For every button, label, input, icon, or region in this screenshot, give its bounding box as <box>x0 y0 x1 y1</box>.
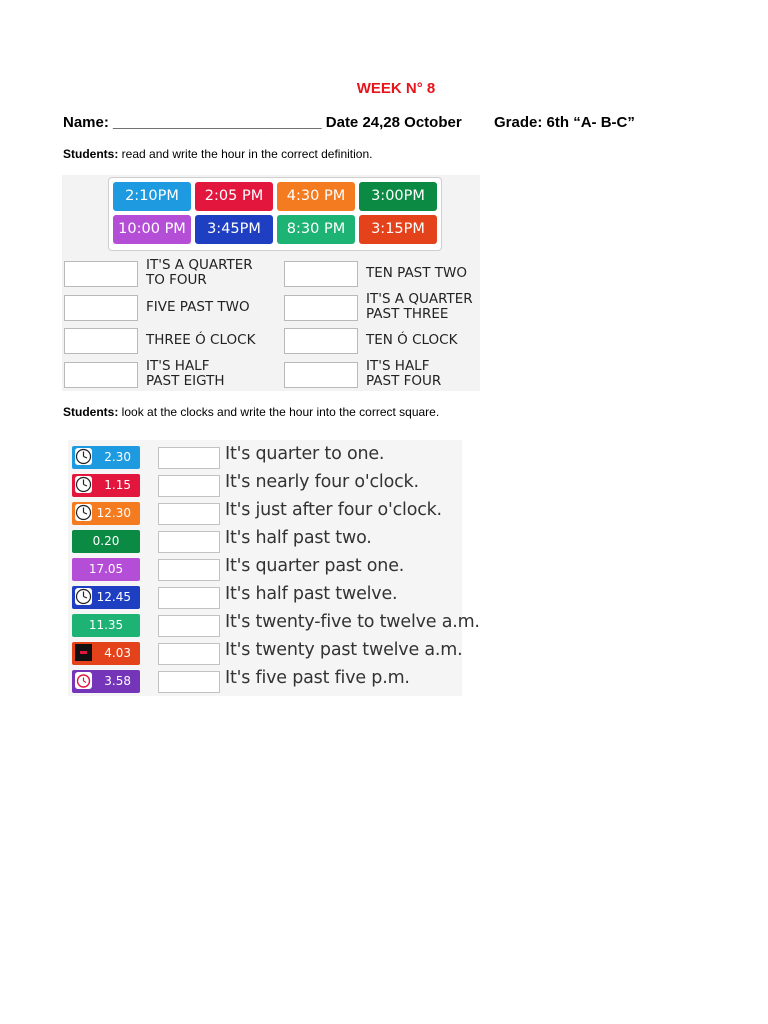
instruction-clocks <box>63 405 439 419</box>
answer-box[interactable] <box>158 531 220 553</box>
answer-box[interactable] <box>64 295 138 321</box>
definition-text: IT'S HALF PAST FOUR <box>366 358 442 389</box>
worksheet-header <box>63 114 703 131</box>
time-option-tile: 3:00PM <box>359 182 437 211</box>
answer-box[interactable] <box>158 615 220 637</box>
clock-time-value: 11.35 <box>88 618 124 632</box>
time-option-tile: 4:30 PM <box>277 182 355 211</box>
answer-box[interactable] <box>158 671 220 693</box>
worksheet-title: WEEK N° 8 <box>356 80 436 97</box>
clock-time-value: 4.03 <box>104 646 131 660</box>
answer-box[interactable] <box>158 475 220 497</box>
instruction-bold: Students: <box>63 147 119 161</box>
clock-sentence: It's five past five p.m. <box>225 668 410 688</box>
answer-box[interactable] <box>64 261 138 287</box>
answer-box[interactable] <box>64 328 138 354</box>
definition-text: IT'S HALF PAST EIGTH <box>146 358 225 389</box>
clock-time-button <box>72 586 140 609</box>
date-label: Date 24,28 October <box>325 114 462 131</box>
definition-text: FIVE PAST TWO <box>146 299 250 315</box>
clock-time-button <box>72 446 140 469</box>
definition-text: TEN Ó CLOCK <box>366 332 458 348</box>
clock-time-value: 3.58 <box>104 674 131 688</box>
definition-text: THREE Ó CLOCK <box>146 332 256 348</box>
clock-sentence: It's quarter past one. <box>225 556 405 576</box>
definition-text: TEN PAST TWO <box>366 265 468 281</box>
clock-time-value: 12.30 <box>96 506 131 520</box>
time-option-tile: 2:05 PM <box>195 182 273 211</box>
answer-box[interactable] <box>284 261 358 287</box>
name-blank: _________________________ <box>113 114 322 131</box>
answer-box[interactable] <box>64 362 138 388</box>
clocks-section <box>68 440 480 696</box>
time-options-grid <box>108 177 442 251</box>
clock-sentence: It's just after four o'clock. <box>225 500 442 520</box>
clock-time-button <box>72 670 140 693</box>
digital-clock-icon <box>75 644 92 661</box>
clock-sentence: It's twenty past twelve a.m. <box>225 640 463 660</box>
clock-sentence: It's quarter to one. <box>225 444 385 464</box>
definitions-section <box>62 175 480 391</box>
grade-label: Grade: 6th “A- B-C” <box>494 114 635 131</box>
instruction-text: look at the clocks and write the hour into the correct square. <box>118 405 440 419</box>
instruction-text: read and write the hour in the correct definition. <box>118 147 373 161</box>
name-label: Name: <box>63 114 109 131</box>
answer-box[interactable] <box>284 295 358 321</box>
instruction-bold: Students: <box>63 405 119 419</box>
alarm-clock-icon <box>75 672 92 689</box>
clock-sentence: It's twenty-five to twelve a.m. <box>225 612 480 632</box>
clock-icon <box>75 448 92 465</box>
clock-sentence: It's half past twelve. <box>225 584 398 604</box>
clock-time-value: 0.20 <box>92 534 120 548</box>
time-option-tile: 2:10PM <box>113 182 191 211</box>
answer-box[interactable] <box>158 643 220 665</box>
clock-sentence: It's half past two. <box>225 528 372 548</box>
clock-time-button <box>72 614 140 637</box>
clock-time-button <box>72 558 140 581</box>
answer-box[interactable] <box>284 328 358 354</box>
clock-icon <box>75 504 92 521</box>
clock-time-button <box>72 642 140 665</box>
clock-sentence: It's nearly four o'clock. <box>225 472 419 492</box>
answer-box[interactable] <box>284 362 358 388</box>
clock-time-value: 17.05 <box>88 562 124 576</box>
definition-text: IT'S A QUARTER PAST THREE <box>366 291 473 322</box>
instruction-read-write <box>63 147 373 161</box>
answer-box[interactable] <box>158 559 220 581</box>
answer-box[interactable] <box>158 503 220 525</box>
definition-text: IT'S A QUARTER TO FOUR <box>146 257 253 288</box>
clock-time-button <box>72 530 140 553</box>
clock-time-value: 12.45 <box>96 590 131 604</box>
clock-time-value: 2.30 <box>104 450 131 464</box>
clock-time-button <box>72 502 140 525</box>
answer-box[interactable] <box>158 447 220 469</box>
time-option-tile: 10:00 PM <box>113 215 191 244</box>
time-option-tile: 3:15PM <box>359 215 437 244</box>
clock-time-value: 1.15 <box>104 478 131 492</box>
clock-icon <box>75 476 92 493</box>
time-option-tile: 8:30 PM <box>277 215 355 244</box>
time-option-tile: 3:45PM <box>195 215 273 244</box>
clock-time-button <box>72 474 140 497</box>
answer-box[interactable] <box>158 587 220 609</box>
clock-icon <box>75 588 92 605</box>
